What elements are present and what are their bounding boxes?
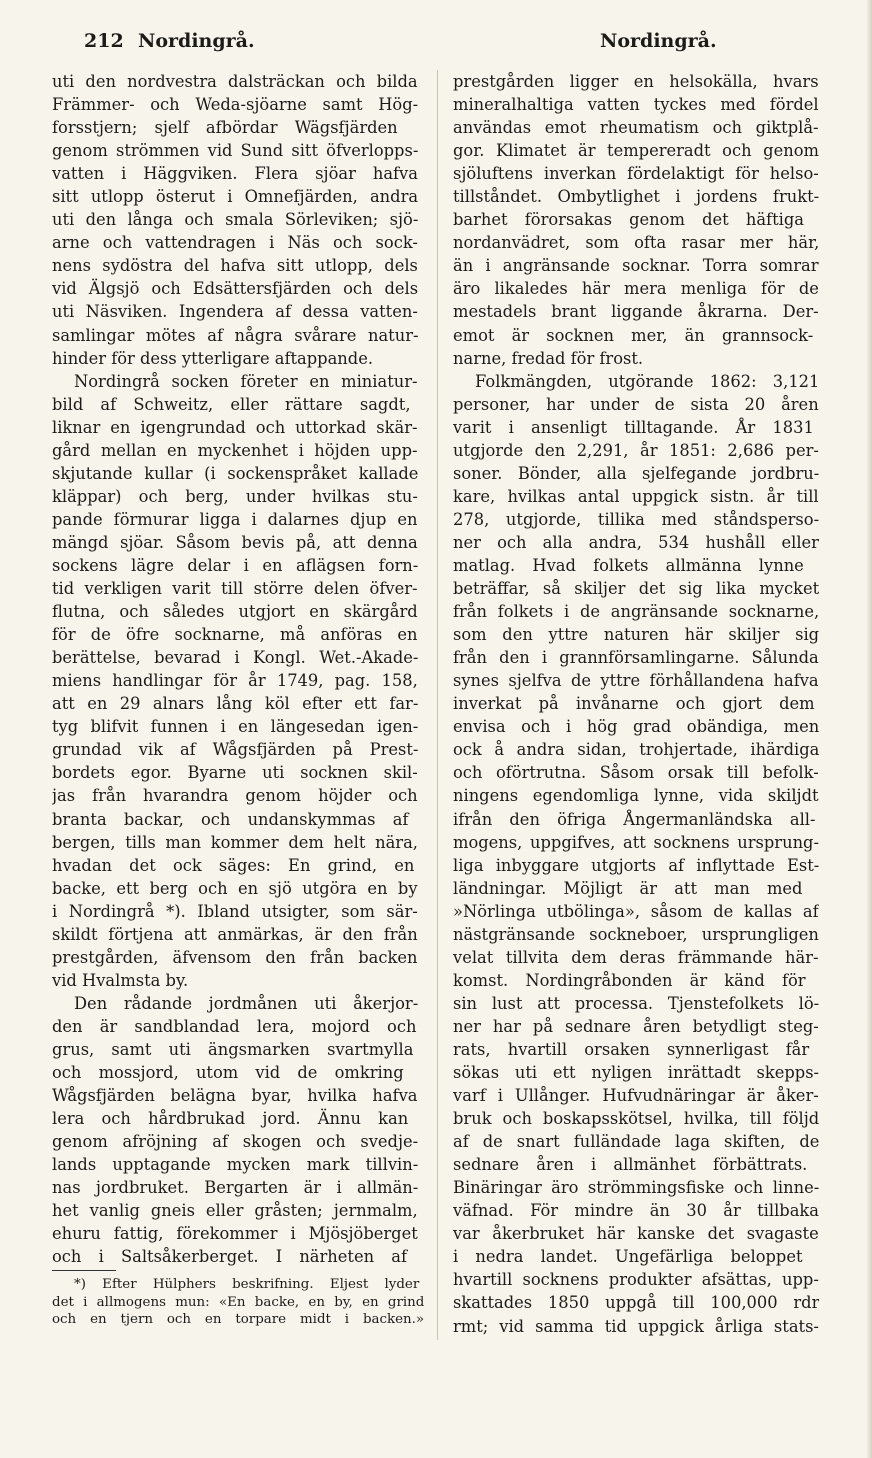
running-title-right: Nordingrå. xyxy=(600,30,717,52)
text-line: bordets egor. Byarne uti socknen skil- xyxy=(52,763,418,783)
text-line: flutna, och således utgjort en skärgård xyxy=(52,602,418,622)
text-line: mestadels brant liggande åkrarna. Der- xyxy=(453,302,819,322)
text-line: hvartill socknens produkter afsättas, upp- xyxy=(453,1270,819,1290)
text-line: liga inbyggare utgjorts af inflyttade Est- xyxy=(453,855,819,875)
text-line: från folkets i de angränsande socknarne, xyxy=(453,602,819,622)
text-line: och oförtrutna. Såsom orsak till befolk- xyxy=(453,763,819,783)
text-line: varf i Ullånger. Hufvudnäringar är åker- xyxy=(453,1086,819,1106)
text-line: och mossjord, utom vid de omkring xyxy=(52,1063,404,1083)
text-line: varit i ansenligt tilltagande. År 1831 xyxy=(453,417,814,437)
text-line: kläppar) och berg, under hvilkas stu- xyxy=(52,486,418,506)
running-header xyxy=(0,30,872,64)
text-line: och i Saltsåkerberget. I närheten af xyxy=(52,1247,407,1267)
text-line: ländningar. Möjligt är att man med xyxy=(453,878,803,898)
text-line: *) Efter Hülphers beskrifning. Eljest lyder xyxy=(74,1277,420,1292)
text-line: nordanvädret, som ofta rasar mer här, xyxy=(453,233,819,253)
text-line: vid Älgsjö och Edsättersfjärden och dels xyxy=(52,279,418,299)
running-title-left: Nordingrå. xyxy=(138,30,255,52)
text-line: Wågsfjärden belägna byar, hvilka hafva xyxy=(52,1086,418,1106)
text-line: lera och hårdbrukad jord. Ännu kan xyxy=(52,1109,409,1129)
text-line: att en 29 alnars lång köl efter ett far- xyxy=(52,694,418,714)
page-edge-shadow xyxy=(866,0,872,1458)
footnote-rule xyxy=(52,1270,116,1271)
text-line: uti den nordvestra dalsträckan och bilda xyxy=(52,72,418,91)
text-line: skildt förtjena att anmärkas, är den från xyxy=(52,924,418,944)
text-line: i Nordingrå *). Ibland utsigter, som sär- xyxy=(52,901,418,921)
text-line: vatten i Häggviken. Flera sjöar hafva xyxy=(52,164,418,184)
right-text-column xyxy=(453,70,819,1338)
text-line: utgjorde den 2,291, år 1851: 2,686 per- xyxy=(453,440,819,460)
text-line: pande förmurar ligga i dalarnes djup en xyxy=(52,509,418,529)
text-line: sin lust att processa. Tjenstefolkets lö- xyxy=(453,993,819,1013)
text-line: mängd sjöar. Såsom bevis på, att denna xyxy=(52,532,418,552)
text-line: ifrån den öfriga Ångermanländska all- xyxy=(453,809,816,829)
text-line: synes sjelfva de yttre förhållandena hafva xyxy=(453,671,819,691)
text-line: ner har på sednare åren betydligt steg- xyxy=(453,1016,819,1036)
text-line: sitt utlopp österut i Omnefjärden, andra xyxy=(52,187,418,207)
text-line: ner och alla andra, 534 hushåll eller xyxy=(453,532,819,552)
text-line: jas från hvarandra genom höjder och xyxy=(52,786,418,806)
text-line: samlingar mötes af några svårare natur- xyxy=(52,325,418,345)
text-line: grundad vik af Wågsfjärden på Prest- xyxy=(52,740,418,760)
page-number: 212 xyxy=(84,30,124,52)
text-line: var åkerbruket här kanske det svagaste xyxy=(453,1224,819,1244)
text-line: tillståndet. Ombytlighet i jordens frukt- xyxy=(453,187,819,207)
text-line: tyg blifvit funnen i en längesedan igen- xyxy=(52,717,418,737)
text-line: personer, har under de sista 20 åren xyxy=(453,394,819,414)
text-line: matlag. Hvad folkets allmänna lynne xyxy=(453,555,804,575)
text-line: »Nörlinga utbölinga», såsom de kallas af xyxy=(453,901,819,921)
text-line: från den i grannförsamlingarne. Sålunda xyxy=(453,648,819,668)
text-line: mineralhaltiga vatten tyckes med fördel xyxy=(453,95,819,115)
text-line: grus, samt uti ängsmarken svartmylla xyxy=(52,1039,414,1059)
text-line: velat tillvita dem deras främmande här- xyxy=(453,947,819,967)
text-line: uti Näsviken. Ingendera af dessa vatten- xyxy=(52,302,418,322)
text-line: sockens lägre delar i en aflägsen forn- xyxy=(52,555,418,575)
left-text-column xyxy=(52,70,418,1268)
text-line: bergen, tills man kommer dem helt nära, xyxy=(52,832,418,852)
text-line: gård mellan en myckenhet i höjden upp- xyxy=(52,440,418,460)
text-line: nens sydöstra del hafva sitt utlopp, dels xyxy=(52,256,418,276)
text-line: rats, hvartill orsaken synnerligast får xyxy=(453,1039,810,1059)
text-line: komst. Nordingråbonden är känd för xyxy=(453,970,806,990)
text-line: barhet förorsakas genom det häftiga xyxy=(453,210,804,230)
text-line: den är sandblandad lera, mojord och xyxy=(52,1016,417,1036)
text-line: ehuru fattig, förekommer i Mjösjöberget xyxy=(52,1224,418,1244)
text-line: bruk och boskapsskötsel, hvilka, till följd xyxy=(453,1109,819,1129)
text-line: af de snart fulländade laga skiften, de xyxy=(453,1132,819,1152)
text-line: berättelse, bevarad i Kongl. Wet.-Akade- xyxy=(52,648,418,668)
text-line: än i angränsande socknar. Torra somrar xyxy=(453,256,819,276)
text-line: liknar en igengrundad och uttorkad skär- xyxy=(52,417,418,437)
text-line: väfnad. För mindre än 30 år tillbaka xyxy=(453,1201,819,1221)
text-line: prestgården ligger en helsokälla, hvars xyxy=(453,72,819,91)
text-line: som den yttre naturen här skiljer sig xyxy=(453,625,819,645)
text-line: äro likaledes här mera menliga för de xyxy=(453,279,819,299)
text-line: gor. Klimatet är tempereradt och genom xyxy=(453,141,819,161)
text-line: miens handlingar för år 1749, pag. 158, xyxy=(52,671,418,691)
text-line: genom afröjning af skogen och svedje- xyxy=(52,1132,418,1152)
text-line: användas emot rheumatism och giktplå- xyxy=(453,118,819,138)
footnote xyxy=(52,1276,424,1329)
text-line: genom strömmen vid Sund sitt öfverlopps- xyxy=(52,141,418,161)
text-line: forsstjern; sjelf afbördar Wägsfjärden xyxy=(52,118,398,138)
text-line: arne och vattendragen i Näs och sock- xyxy=(52,233,418,253)
text-line: sjöluftens inverkan fördelaktigt för helso- xyxy=(453,164,819,184)
text-line: Den rådande jordmånen uti åkerjor- xyxy=(74,993,418,1013)
text-line: för de öfre socknarne, må anföras en xyxy=(52,625,418,645)
text-line: Folkmängden, utgörande 1862: 3,121 xyxy=(475,371,819,391)
text-line: uti den långa och smala Sörleviken; sjö- xyxy=(52,210,418,230)
text-line: och en tjern och en torpare midt i backen.» xyxy=(52,1312,424,1327)
text-line: sednare åren i allmänhet förbättrats. xyxy=(453,1155,808,1175)
text-line: nästgränsande sockneboer, ursprungligen xyxy=(453,924,819,944)
text-line: lands upptagande mycken mark tillvin- xyxy=(52,1155,418,1175)
text-line: narne, fredad för frost. xyxy=(453,348,644,368)
text-line: het vanlig gneis eller gråsten; jernmalm, xyxy=(52,1201,418,1221)
text-line: ock å andra sidan, trohjertade, ihärdiga xyxy=(453,740,819,760)
text-line: nas jordbruket. Bergarten är i allmän- xyxy=(52,1178,418,1198)
text-line: mogens, uppgifves, att socknens ursprung- xyxy=(453,832,819,852)
column-divider xyxy=(437,70,438,1340)
text-line: hvadan det ock säges: En grind, en xyxy=(52,855,415,875)
text-line: envisa och i hög grad obändiga, men xyxy=(453,717,819,737)
text-line: Nordingrå socken företer en miniatur- xyxy=(74,371,418,391)
text-line: bild af Schweitz, eller rättare sagdt, xyxy=(52,394,411,414)
text-line: det i allmogens mun: «En backe, en by, en grind xyxy=(52,1294,424,1310)
text-line: tid verkligen varit till större delen öfver- xyxy=(52,579,418,599)
text-line: hinder för dess ytterligare aftappande. xyxy=(52,348,374,368)
text-line: prestgården, äfvensom den från backen xyxy=(52,947,418,967)
text-line: i nedra landet. Ungefärliga beloppet xyxy=(453,1247,803,1267)
text-line: rmt; vid samma tid uppgick årliga stats- xyxy=(453,1316,819,1336)
text-line: skjutande kullar (i sockenspråket kallade xyxy=(52,463,418,483)
text-line: ningens egendomliga lynne, vida skiljdt xyxy=(453,786,819,806)
text-line: 278, utgjorde, tillika med ståndsperso- xyxy=(453,509,819,529)
text-line: vid Hvalmsta by. xyxy=(52,970,189,990)
text-line: soner. Bönder, alla sjelfegande jordbru- xyxy=(453,463,819,483)
text-line: backe, ett berg och en sjö utgöra en by xyxy=(52,878,418,898)
text-line: Binäringar äro strömmingsfiske och linne- xyxy=(453,1178,819,1198)
text-line: branta backar, och undanskymmas af xyxy=(52,809,409,829)
text-line: Främmer- och Weda-sjöarne samt Hög- xyxy=(52,95,418,115)
text-line: sökas uti ett nyligen inrättadt skepps- xyxy=(453,1063,819,1083)
text-line: beträffar, så skiljer det sig lika mycket xyxy=(453,579,819,599)
text-line: inverkat på invånarne och gjort dem xyxy=(453,694,815,714)
text-line: emot är socknen mer, än grannsock- xyxy=(453,325,814,345)
text-line: kare, hvilkas antal uppgick sistn. år till xyxy=(453,486,819,506)
text-line: skattades 1850 uppgå till 100,000 rdr xyxy=(453,1293,819,1313)
